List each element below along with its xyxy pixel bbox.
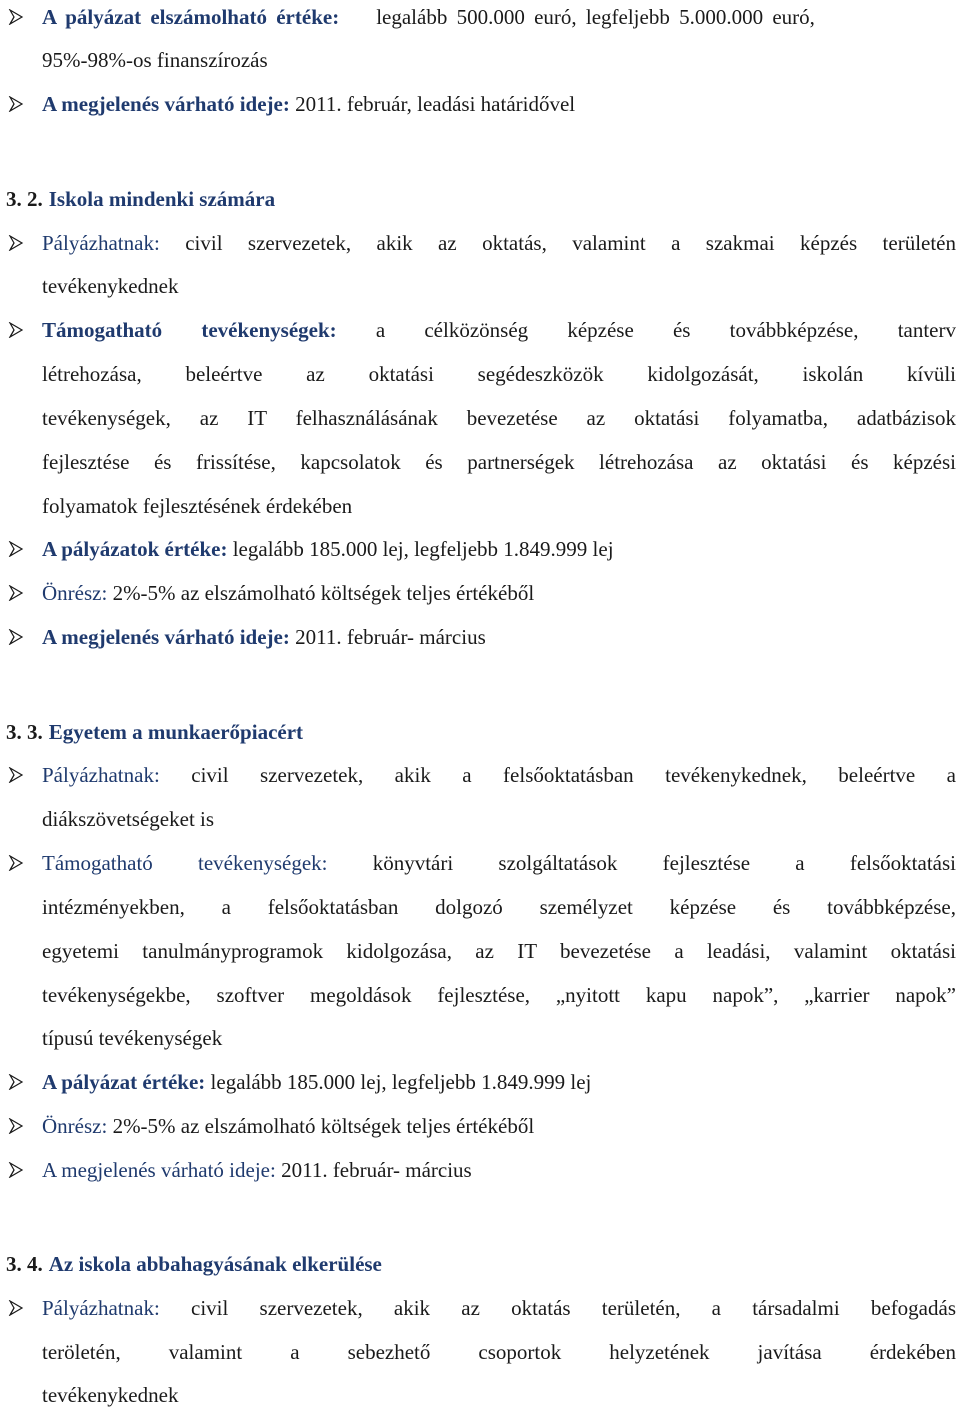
list-item	[0, 848, 960, 878]
section-heading	[0, 184, 960, 214]
item-text: 2%-5% az elszámolható költségek teljes értékéből	[112, 581, 535, 605]
list-item	[0, 2, 960, 32]
item-label: A pályázat értéke:	[42, 1070, 206, 1094]
item-label: A megjelenés várható ideje:	[42, 625, 290, 649]
list-item	[0, 622, 960, 652]
item-text: legalább 185.000 lej, legfeljebb 1.849.999 lej	[232, 537, 614, 561]
item-label: Önrész:	[42, 581, 108, 605]
item-text: egyetemi tanulmányprogramok kidolgozása, az IT bevezetése a leadási, valamint oktatási	[42, 939, 956, 963]
section-title: Iskola mindenki számára	[48, 187, 276, 211]
item-label: A megjelenés várható ideje:	[42, 1158, 276, 1182]
item-text: 95%-98%-os finanszírozás	[42, 48, 268, 72]
item-text: 2011. február- március	[295, 625, 486, 649]
arrow-bullet-icon	[8, 1118, 24, 1134]
section-heading	[0, 717, 960, 747]
item-text: civil szervezetek, akik a felsőoktatásban tevékenykednek, beleértve a	[191, 763, 957, 787]
item-label: A pályázat elszámolható értéke:	[42, 5, 340, 29]
item-text: legalább 500.000 euró, legfeljebb 5.000.000 euró,	[376, 5, 815, 29]
arrow-bullet-icon	[8, 629, 24, 645]
section-number: 3. 3.	[6, 720, 43, 744]
item-text: civil szervezetek, akik az oktatás, valamint a szakmai képzés területén	[185, 231, 957, 255]
item-text: létrehozása, beleértve az oktatási segédeszközök kidolgozását, iskolán kívüli	[42, 362, 956, 386]
section-number: 3. 2.	[6, 187, 43, 211]
item-text: 2011. február- március	[281, 1158, 472, 1182]
list-item	[0, 1067, 960, 1097]
item-text: tevékenységek, az IT felhasználásának bevezetése az oktatási folyamatba, adatbázisok	[42, 406, 956, 430]
list-item	[0, 315, 960, 345]
item-label: A pályázatok értéke:	[42, 537, 228, 561]
item-text: tevékenységekbe, szoftver megoldások fejlesztése, „nyitott kapu napok”, „karrier napok”	[42, 983, 956, 1007]
list-item	[0, 89, 960, 119]
arrow-bullet-icon	[8, 1162, 24, 1178]
item-label: Pályázhatnak:	[42, 1296, 160, 1320]
item-label: Támogatható tevékenységek:	[42, 318, 337, 342]
list-item	[0, 228, 960, 258]
item-text: 2%-5% az elszámolható költségek teljes értékéből	[112, 1114, 535, 1138]
list-item	[0, 1155, 960, 1185]
item-text: legalább 185.000 lej, legfeljebb 1.849.999 lej	[210, 1070, 592, 1094]
item-label: Támogatható tevékenységek:	[42, 851, 328, 875]
item-text: tevékenykednek	[42, 1383, 179, 1407]
arrow-bullet-icon	[8, 1300, 24, 1316]
arrow-bullet-icon	[8, 855, 24, 871]
arrow-bullet-icon	[8, 235, 24, 251]
item-text: civil szervezetek, akik az oktatás területén, a társadalmi befogadás	[191, 1296, 956, 1320]
arrow-bullet-icon	[8, 585, 24, 601]
arrow-bullet-icon	[8, 1074, 24, 1090]
arrow-bullet-icon	[8, 322, 24, 338]
list-item	[0, 1111, 960, 1141]
list-item	[0, 760, 960, 790]
item-text: intézményekben, a felsőoktatásban dolgozó személyzet képzése és továbbképzése,	[42, 895, 956, 919]
list-item	[0, 1293, 960, 1323]
arrow-bullet-icon	[8, 767, 24, 783]
item-label: Pályázhatnak:	[42, 763, 160, 787]
item-text: teröletén, valamint a sebezhető csoportok helyzetének javítása érdekében	[42, 1340, 956, 1364]
item-text: tevékenykednek	[42, 274, 179, 298]
item-label: Pályázhatnak:	[42, 231, 160, 255]
arrow-bullet-icon	[8, 9, 24, 25]
item-text: típusú tevékenységek	[42, 1026, 223, 1050]
list-item-continuation	[0, 45, 960, 75]
section-title: Egyetem a munkaerőpiacért	[48, 720, 304, 744]
list-item	[0, 578, 960, 608]
item-text: diákszövetségeket is	[42, 807, 215, 831]
item-label: A megjelenés várható ideje:	[42, 92, 290, 116]
item-text: 2011. február, leadási határidővel	[295, 92, 576, 116]
item-text: folyamatok fejlesztésének érdekében	[42, 494, 353, 518]
section-heading	[0, 1249, 960, 1279]
arrow-bullet-icon	[8, 541, 24, 557]
item-text: fejlesztése és frissítése, kapcsolatok és partnerségek létrehozása az oktatási és képzési	[42, 450, 956, 474]
item-text: a célközönség képzése és továbbképzése, tanterv	[375, 318, 956, 342]
item-text: könyvtári szolgáltatások fejlesztése a felsőoktatási	[372, 851, 956, 875]
section-number: 3. 4.	[6, 1252, 43, 1276]
section-title: Az iskola abbahagyásának elkerülése	[48, 1252, 382, 1276]
item-label: Önrész:	[42, 1114, 108, 1138]
list-item	[0, 534, 960, 564]
arrow-bullet-icon	[8, 96, 24, 112]
